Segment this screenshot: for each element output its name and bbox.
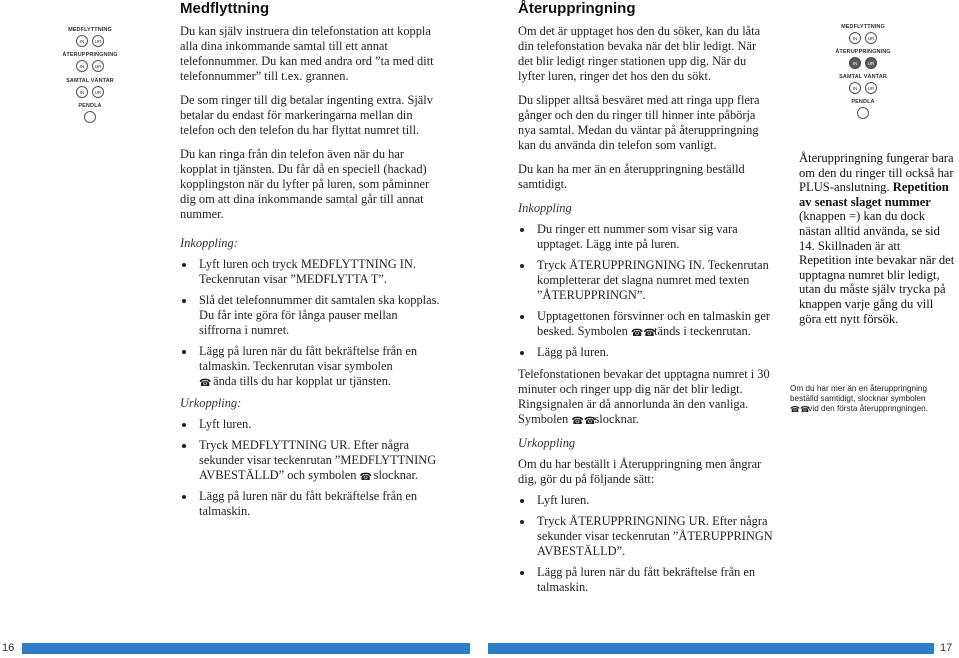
ateruppringning-ur-button[interactable]: UR bbox=[92, 60, 104, 72]
step-text: slocknar. bbox=[373, 468, 419, 482]
step-text: Lyft luren. bbox=[537, 493, 590, 507]
urkoppling-steps bbox=[518, 493, 774, 595]
forward-phone-icon: ☎ bbox=[199, 378, 212, 389]
ateruppringning-label: ÅTERUPPRINGNING bbox=[62, 52, 118, 58]
side-note-text: (knappen =) kan du dock nästan alltid använda, se sid 14. Skillnaden är att Repetition inte bevakar när det upptagna numret blir ledigt, utan du måste själv trycka på knappen varje gång du vill göra ett nytt försök. bbox=[799, 209, 955, 326]
monitoring-paragraph bbox=[518, 367, 774, 427]
medflyttning-label: MEDFLYTTNING bbox=[68, 27, 112, 33]
step-text: Lyft luren och tryck MEDFLYTTNING IN. Teckenrutan visar ”MEDFLYTTA T”. bbox=[199, 257, 416, 286]
small-note-text: Om du har mer än en återuppringning beställd samtidigt, slocknar symbolen bbox=[790, 384, 927, 403]
medflyttning-label: MEDFLYTTNING bbox=[841, 24, 885, 30]
urkoppling-steps bbox=[180, 417, 442, 519]
samtal-vantar-label: SAMTAL VÄNTAR bbox=[66, 78, 114, 84]
list-item bbox=[518, 258, 774, 303]
samtal-vantar-ur-button[interactable]: UR bbox=[92, 86, 104, 98]
right-column bbox=[518, 0, 774, 602]
list-item bbox=[180, 417, 442, 432]
pendla-label: PENDLA bbox=[78, 103, 102, 109]
benefit-paragraph: Du slipper alltså besväret med att ringa upp flera gånger och den du ringer till hinner inte påbörja nya samtal. Medan du väntar på återuppringning kan du använda din telefon som vanligt. bbox=[518, 93, 760, 152]
callback-phone-icon: ☎☎ bbox=[790, 405, 810, 414]
step-text: Lägg på luren när du fått bekräftelse från en talmaskin. bbox=[199, 489, 418, 518]
list-item bbox=[518, 222, 774, 252]
list-item bbox=[180, 344, 442, 389]
forward-phone-icon: ☎ bbox=[359, 472, 372, 483]
intro-paragraph: Du kan själv instruera din telefonstation att koppla alla dina inkommande samtal till ett annat telefonnummer. Du kan med andra ord ”ta med ditt telefonnummer” till t.ex. grannen. bbox=[180, 24, 434, 83]
small-note bbox=[790, 384, 930, 415]
samtal-vantar-in-button[interactable]: IN bbox=[76, 86, 88, 98]
dial-tone-paragraph: Du kan ringa från din telefon även när du har kopplat in tjänsten. Du får då en speciell (hackad) kopplingston när du lyfter på luren, som påminner dig om att dina inkommande samtal går till annat nummer. bbox=[180, 147, 430, 221]
step-text: tänds i teckenrutan. bbox=[654, 324, 751, 338]
step-text: Lägg på luren när du fått bekräftelse från en talmaskin. Teckenrutan visar symbolen bbox=[199, 344, 418, 373]
step-text: Lyft luren. bbox=[199, 417, 252, 431]
medflyttning-in-button[interactable]: IN bbox=[76, 35, 88, 47]
samtal-vantar-ur-button[interactable]: UR bbox=[865, 82, 877, 94]
list-item bbox=[180, 257, 442, 287]
inkoppling-steps bbox=[180, 257, 442, 389]
right-button-panel bbox=[827, 24, 899, 124]
medflyttning-ur-button[interactable]: UR bbox=[865, 32, 877, 44]
step-text: Slå det telefonnummer dit samtalen ska kopplas. Du får inte göra för långa pauser mellan siffrorna i numret. bbox=[199, 293, 440, 337]
step-text: Lägg på luren när du fått bekräftelse från en talmaskin. bbox=[537, 565, 756, 594]
page-title: Medflyttning bbox=[180, 0, 270, 17]
step-text: Lägg på luren. bbox=[537, 345, 609, 359]
side-note bbox=[799, 151, 955, 326]
samtal-vantar-label: SAMTAL VÄNTAR bbox=[839, 74, 887, 80]
right-page-number: 17 bbox=[940, 642, 953, 654]
pendla-button[interactable] bbox=[84, 111, 96, 123]
callback-phone-icon: ☎☎ bbox=[571, 416, 597, 427]
small-note-text: vid den första återuppringningen. bbox=[808, 404, 928, 413]
intro-paragraph: Om det är upptaget hos den du söker, kan du låta din telefonstation bevaka när det blir ledigt. När det blir ledigt ringer stationen upp dig. När du lyfter luren, ringer det hos den du sökt. bbox=[518, 24, 761, 83]
left-button-panel bbox=[53, 27, 127, 128]
list-item bbox=[518, 345, 774, 360]
list-item bbox=[518, 493, 774, 508]
left-footer-bar bbox=[22, 643, 470, 654]
samtal-vantar-in-button[interactable]: IN bbox=[849, 82, 861, 94]
ateruppringning-in-button[interactable]: IN bbox=[76, 60, 88, 72]
multiple-paragraph: Du kan ha mer än en återuppringning beställd samtidigt. bbox=[518, 162, 745, 191]
inkoppling-heading: Inkoppling: bbox=[180, 236, 238, 250]
inkoppling-steps bbox=[518, 222, 774, 360]
list-item bbox=[180, 293, 442, 338]
pendla-label: PENDLA bbox=[851, 99, 875, 105]
step-text: ända tills du har kopplat ur tjänsten. bbox=[213, 374, 392, 388]
ateruppringning-ur-button[interactable]: UR bbox=[865, 57, 877, 69]
list-item bbox=[180, 438, 442, 483]
right-footer-bar bbox=[488, 643, 934, 654]
ateruppringning-label: ÅTERUPPRINGNING bbox=[835, 49, 891, 55]
list-item bbox=[518, 565, 774, 595]
left-page-number: 16 bbox=[2, 642, 15, 654]
step-text: Upptagettonen försvinner och en talmaskin ger besked. Symbolen bbox=[537, 309, 770, 338]
section-title: Återuppringning bbox=[518, 0, 636, 17]
callback-phone-icon: ☎☎ bbox=[630, 328, 656, 339]
cancel-paragraph: Om du har beställt i Återuppringning men ångrar dig, gör du på följande sätt: bbox=[518, 457, 762, 486]
cost-paragraph: De som ringer till dig betalar ingenting extra. Själv betalar du endast för markeringarna mellan din telefon och den telefon du har flyttat numret till. bbox=[180, 93, 433, 137]
side-note-bold: Repetition av senast slaget nummer bbox=[799, 180, 949, 209]
urkoppling-heading: Urkoppling bbox=[518, 436, 576, 450]
paragraph-text: slocknar. bbox=[594, 412, 639, 426]
list-item bbox=[518, 514, 774, 559]
left-column bbox=[180, 0, 442, 526]
inkoppling-heading: Inkoppling bbox=[518, 201, 572, 215]
step-text: Tryck ÅTERUPPRINGNING UR. Efter några sekunder visar teckenrutan ”ÅTERUPPRINGN AVBESTÄLLD”. bbox=[537, 514, 773, 558]
list-item bbox=[518, 309, 774, 339]
step-text: Tryck ÅTERUPPRINGNING IN. Teckenrutan kompletterar det slagna numret med texten ”ÅTERUPPRINGN”. bbox=[537, 258, 769, 302]
side-note-text: Återuppringning fungerar bara om den du ringer till också har PLUS-anslutning. bbox=[799, 151, 954, 195]
step-text: Du ringer ett nummer som visar sig vara upptaget. Lägg inte på luren. bbox=[537, 222, 738, 251]
medflyttning-in-button[interactable]: IN bbox=[849, 32, 861, 44]
ateruppringning-in-button[interactable]: IN bbox=[849, 57, 861, 69]
medflyttning-ur-button[interactable]: UR bbox=[92, 35, 104, 47]
step-text: Tryck MEDFLYTTNING UR. Efter några sekunder visar teckenrutan ”MEDFLYTTNING AVBESTÄLLD” och symbolen bbox=[199, 438, 437, 482]
list-item bbox=[180, 489, 442, 519]
paragraph-text: Telefonstationen bevakar det upptagna numret i 30 minuter och ringer upp dig när det blir ledigt. Ringsignalen är då annorlunda än den vanliga. Symbolen bbox=[518, 367, 770, 426]
pendla-button[interactable] bbox=[857, 107, 869, 119]
urkoppling-heading: Urkoppling: bbox=[180, 396, 242, 410]
